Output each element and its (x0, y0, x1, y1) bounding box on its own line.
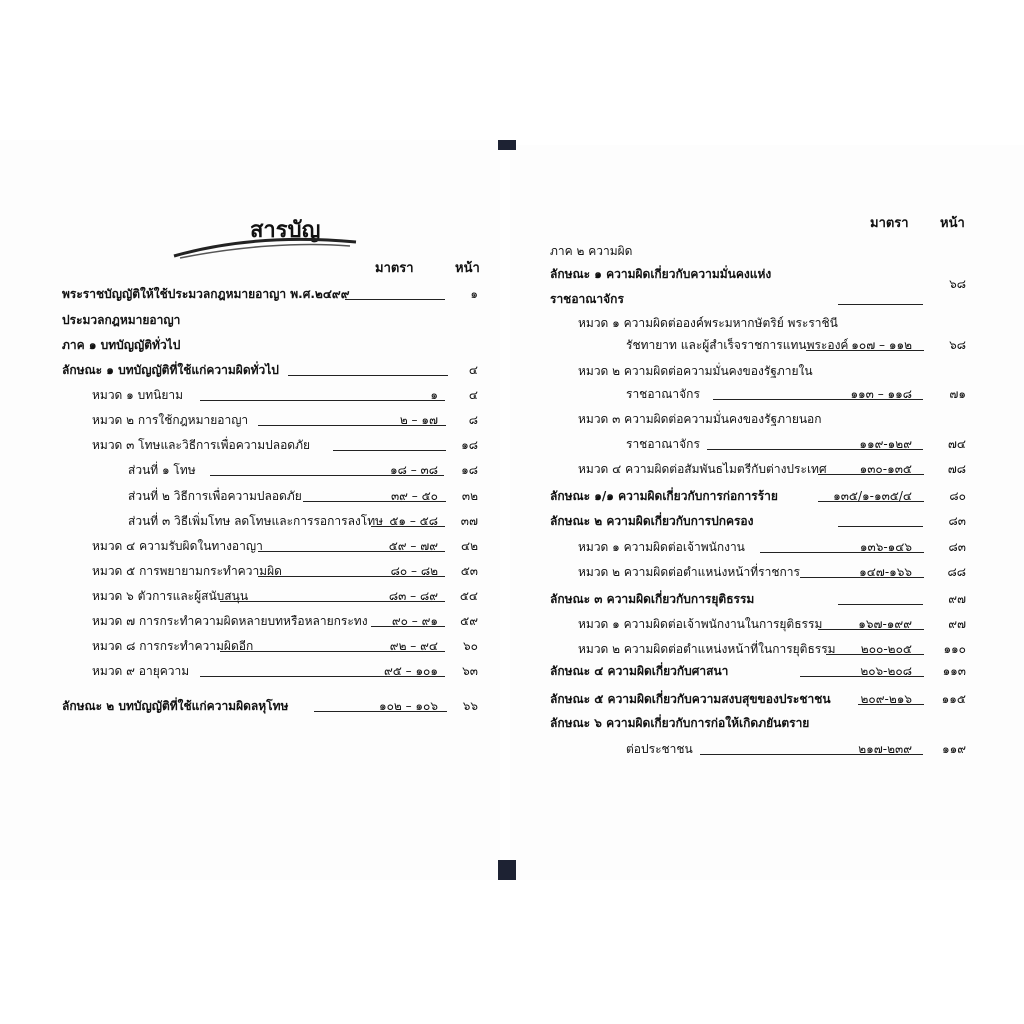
toc-entry-text: หมวด ๑ ความผิดต่อเจ้าพนักงานในการยุติธรรม (578, 617, 823, 631)
right-toc-row (0, 740, 1024, 758)
right-toc-row (0, 242, 1024, 260)
toc-article-range: ๒๐๖-๒๐๘ (860, 664, 912, 678)
toc-entry-text: หมวด ๗ การกระทำความผิดหลายบทหรือหลายกระทง (92, 614, 368, 628)
book-spine-bottom (498, 860, 516, 880)
toc-page-number: ๘๓ (948, 514, 966, 528)
toc-article-range: ๙๐ – ๙๑ (391, 614, 438, 628)
toc-entry-text: ลักษณะ ๑/๑ ความผิดเกี่ยวกับการก่อการร้าย (550, 489, 778, 503)
toc-page-number: ๖๘ (949, 338, 966, 352)
right-toc-row (0, 590, 1024, 608)
toc-article-range: ๑๓๕/๑-๑๓๕/๔ (833, 489, 912, 503)
toc-page-number: ๔๒ (461, 539, 478, 553)
right-toc-row (0, 362, 1024, 380)
right-toc-row (0, 563, 1024, 581)
toc-article-range: ๓๙ – ๕๐ (390, 489, 438, 503)
toc-article-range: ๑๑๓ – ๑๑๘ (850, 387, 912, 401)
toc-page-number: ๑ (470, 287, 478, 301)
toc-entry-text: ลักษณะ ๑ ความผิดเกี่ยวกับความมั่นคงแห่ง (550, 267, 772, 281)
toc-page-number: ๑๑๐ (943, 642, 966, 656)
left-header-article: มาตรา (375, 261, 414, 276)
toc-article-range: ๘๓ – ๘๙ (388, 589, 438, 603)
toc-entry-text: ภาค ๒ ความผิด (550, 244, 633, 258)
toc-article-range: ๙๒ – ๙๔ (389, 639, 438, 653)
leader-line (838, 526, 923, 527)
toc-article-range: ๑๓๐-๑๓๕ (859, 462, 912, 476)
toc-entry-text: รัชทายาท และผู้สำเร็จราชการแทนพระองค์ (626, 338, 849, 352)
right-toc-row (0, 640, 1024, 658)
toc-entry-text: ลักษณะ ๓ ความผิดเกี่ยวกับการยุติธรรม (550, 592, 755, 606)
toc-entry-text: ราชอาณาจักร (550, 292, 624, 306)
toc-entry-text: หมวด ๕ การพยายามกระทำความผิด (92, 564, 282, 578)
toc-page-number: ๑๘ (461, 463, 478, 477)
toc-page-number: ๙๗ (948, 617, 966, 631)
toc-page-number: ๕๙ (460, 614, 478, 628)
toc-article-range: ๑๔๗-๑๖๖ (859, 565, 912, 579)
toc-page-number: ๗๘ (947, 462, 966, 476)
toc-entry-text: หมวด ๑ ความผิดต่อเจ้าพนักงาน (578, 540, 745, 554)
toc-entry-text: ราชอาณาจักร (626, 437, 700, 451)
toc-article-range: ๑๑๙-๑๒๙ (859, 437, 912, 451)
toc-article-range: ๙๕ – ๑๐๑ (383, 664, 438, 678)
toc-entry-text: หมวด ๘ การกระทำความผิดอีก (92, 639, 254, 653)
toc-article-range: ๑๓๖-๑๔๖ (859, 540, 912, 554)
book-spine-top (498, 140, 516, 150)
toc-page-number: ๓๒ (461, 489, 478, 503)
right-toc-row (0, 290, 1024, 308)
toc-entry-text: หมวด ๔ ความรับผิดในทางอาญา (92, 539, 263, 553)
toc-page-number: ๘๓ (948, 540, 966, 554)
right-toc-row (0, 410, 1024, 428)
right-header-article: มาตรา (870, 216, 909, 231)
toc-entry-text: หมวด ๖ ตัวการและผู้สนับสนุน (92, 589, 249, 603)
toc-entry-text: ประมวลกฎหมายอาญา (62, 313, 181, 327)
toc-entry-text: ลักษณะ ๖ ความผิดเกี่ยวกับการก่อให้เกิดภยันตราย (550, 716, 810, 730)
toc-entry-text: หมวด ๙ อายุความ (92, 664, 190, 678)
toc-entry-text: หมวด ๓ ความผิดต่อความมั่นคงของรัฐภายนอก (578, 412, 822, 426)
toc-article-range: ๒๐๙-๒๑๖ (860, 692, 912, 706)
toc-page-number: ๕๓ (460, 564, 478, 578)
right-header-page: หน้า (940, 216, 965, 231)
toc-page-number: ๘๘ (947, 565, 966, 579)
toc-page-number: ๗๔ (947, 437, 966, 451)
toc-article-range: ๑ (430, 388, 438, 402)
toc-title: สารบัญ (250, 218, 321, 243)
toc-entry-text: หมวด ๒ ความผิดต่อตำแหน่งหน้าที่ในการยุติธรรม (578, 642, 836, 656)
right-toc-row (0, 385, 1024, 403)
toc-article-range: ๒ – ๑๗ (399, 413, 438, 427)
toc-article-range: ๑๘ – ๓๘ (390, 463, 438, 477)
toc-article-range: ๒๑๗-๒๓๙ (858, 742, 912, 756)
toc-entry-text: ส่วนที่ ๑ โทษ (128, 463, 196, 477)
toc-article-range: ๑๐๗ – ๑๑๒ (851, 338, 912, 352)
right-toc-row (0, 662, 1024, 680)
right-toc-row (0, 538, 1024, 556)
right-toc-row (0, 314, 1024, 332)
toc-entry-text: ลักษณะ ๒ ความผิดเกี่ยวกับการปกครอง (550, 514, 754, 528)
toc-entry-text: ส่วนที่ ๓ วิธีเพิ่มโทษ ลดโทษและการรอการลงโทษ (128, 514, 384, 528)
toc-page-number: ๖๖ (462, 699, 478, 713)
right-toc-row (0, 690, 1024, 708)
toc-page-number: ๙๗ (948, 592, 966, 606)
toc-page-number: ๗๑ (949, 387, 966, 401)
toc-page-number: ๑๑๓ (942, 664, 966, 678)
right-toc-row (0, 336, 1024, 354)
toc-entry-text: ราชอาณาจักร (626, 387, 700, 401)
toc-page-number: ๖๘ (949, 277, 966, 291)
toc-article-range: ๑๖๗-๑๙๙ (858, 617, 912, 631)
toc-page-number: ๕๔ (459, 589, 478, 603)
toc-article-range: ๕๙ – ๗๙ (388, 539, 438, 553)
toc-entry-text: ส่วนที่ ๒ วิธีการเพื่อความปลอดภัย (128, 489, 302, 503)
toc-page-number: ๑๑๕ (941, 692, 966, 706)
toc-article-range: ๕๑ – ๕๘ (389, 514, 438, 528)
toc-entry-text: ภาค ๑ บทบัญญัติทั่วไป (62, 338, 181, 352)
right-toc-row (0, 512, 1024, 530)
toc-entry-text: ลักษณะ ๒ บทบัญญัติที่ใช้แก่ความผิดลหุโทษ (62, 699, 289, 713)
toc-entry-text: หมวด ๒ ความผิดต่อตำแหน่งหน้าที่ราชการ (578, 565, 800, 579)
toc-page-number: ๓๗ (460, 514, 478, 528)
toc-article-range: ๑๐๒ – ๑๐๖ (378, 699, 438, 713)
right-toc-row (0, 615, 1024, 633)
toc-entry-text: หมวด ๑ ความผิดต่อองค์พระมหากษัตริย์ พระราชินี (578, 316, 838, 330)
toc-entry-text: ลักษณะ ๕ ความผิดเกี่ยวกับความสงบสุขของประชาชน (550, 692, 831, 706)
toc-page-number: ๑๘ (461, 438, 478, 452)
toc-article-range: ๘๐ – ๘๒ (390, 564, 438, 578)
right-toc-row (0, 460, 1024, 478)
toc-article-range: ๒๐๐-๒๐๕ (860, 642, 912, 656)
right-toc-row (0, 435, 1024, 453)
left-header-page: หน้า (455, 261, 480, 276)
toc-entry-text: หมวด ๓ โทษและวิธีการเพื่อความปลอดภัย (92, 438, 311, 452)
toc-page-number: ๘ (468, 413, 478, 427)
toc-page-number: ๖๐ (463, 639, 478, 653)
toc-entry-text: หมวด ๔ ความผิดต่อสัมพันธไมตรีกับต่างประเทศ (578, 462, 827, 476)
leader-line (838, 604, 923, 605)
toc-entry-text: ลักษณะ ๑ บทบัญญัติที่ใช้แก่ความผิดทั่วไป (62, 363, 279, 377)
toc-page-number: ๖๓ (462, 664, 478, 678)
right-toc-row (0, 265, 1024, 291)
right-toc-row (0, 714, 1024, 732)
toc-page-number: ๔ (468, 363, 478, 377)
toc-entry-text: ต่อประชาชน (626, 742, 693, 756)
toc-entry-text: หมวด ๑ บทนิยาม (92, 388, 184, 402)
right-toc-row (0, 487, 1024, 505)
toc-entry-text: ลักษณะ ๔ ความผิดเกี่ยวกับศาสนา (550, 664, 729, 678)
toc-page-number: ๘๐ (949, 489, 966, 503)
toc-entry-text: หมวด ๒ ความผิดต่อความมั่นคงของรัฐภายใน (578, 364, 813, 378)
toc-page-number: ๔ (468, 388, 478, 402)
toc-entry-text: หมวด ๒ การใช้กฎหมายอาญา (92, 413, 249, 427)
toc-page-number: ๑๑๙ (941, 742, 966, 756)
toc-entry-text: พระราชบัญญัติให้ใช้ประมวลกฎหมายอาญา พ.ศ.๒๔๙๙ (62, 287, 350, 301)
leader-line (838, 304, 923, 305)
